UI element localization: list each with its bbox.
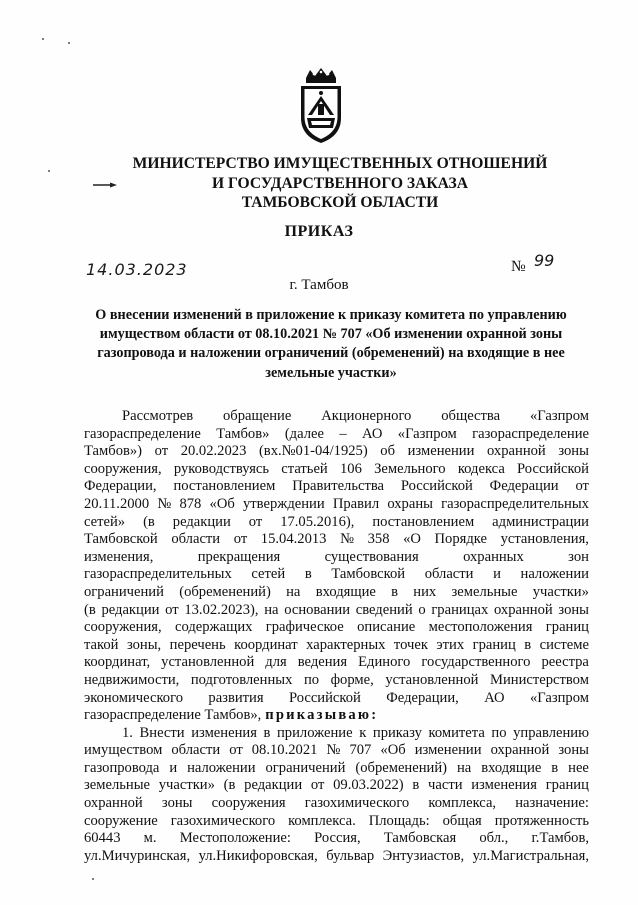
word: администрации [492, 513, 589, 530]
word: области [171, 531, 221, 548]
decree-word: приказываю: [265, 707, 379, 724]
word: общая [442, 812, 482, 829]
word: перечень [169, 636, 226, 653]
handwritten-date: 14.03.2023 [86, 260, 188, 279]
word: имуществом [84, 742, 163, 759]
word: Тамбов») [84, 443, 143, 460]
word: Россия, [314, 830, 361, 847]
word: области [424, 566, 474, 583]
word: (обременений) [179, 583, 271, 600]
word: нее [568, 759, 589, 776]
word: в [391, 583, 399, 600]
word: бульвар [326, 847, 375, 864]
text-line [84, 408, 589, 426]
subject-line: земельные участки» [265, 364, 397, 381]
word: от [229, 742, 243, 759]
word: местоположения [428, 619, 533, 636]
word: сооружения, [84, 619, 162, 636]
word: комплекса, [428, 795, 497, 812]
word: «О [403, 531, 421, 548]
word: границ [472, 636, 516, 653]
word: участки» [532, 583, 589, 600]
word: описание [357, 619, 416, 636]
text-line [84, 637, 589, 655]
word: Российской [517, 460, 589, 477]
word: газораспределение [84, 425, 201, 442]
word: установленной [161, 654, 255, 671]
word: 358 [367, 531, 390, 548]
word: Тамбов» [216, 425, 270, 442]
word: зоны [161, 795, 193, 812]
word: Тамбовской [84, 531, 158, 548]
word: области [171, 742, 221, 759]
word: от [154, 443, 169, 460]
word: 878 [179, 495, 202, 512]
word: сооружение [84, 812, 158, 829]
word: границ [545, 777, 589, 794]
word: 1. [122, 724, 133, 741]
word: постановлением [173, 478, 276, 495]
text-line [84, 830, 589, 848]
word: Земельного [374, 460, 446, 477]
word: АО [362, 425, 383, 442]
word: № [340, 531, 354, 548]
word: охранной [84, 795, 143, 812]
text-line [84, 742, 589, 760]
word: наложении [520, 566, 589, 583]
word: комитета [428, 724, 485, 741]
word: границах [431, 601, 489, 618]
word: утверждении [242, 495, 325, 512]
word: обл., [479, 830, 509, 847]
word: «Газпром [529, 408, 589, 424]
word: г.Тамбов, [531, 830, 589, 847]
word: Порядке [434, 531, 487, 548]
word: для [265, 654, 287, 671]
text-line [84, 813, 589, 831]
text-line [84, 690, 589, 708]
word: земельные [84, 777, 150, 794]
word: Правительства [292, 478, 385, 495]
text-line [84, 566, 589, 584]
word: в [551, 759, 559, 776]
word: основании [284, 601, 351, 618]
word: сетей [251, 566, 286, 583]
word: сооружения [211, 795, 286, 812]
word: сведений [355, 601, 413, 618]
ministry-line: ТАМБОВСКОЙ ОБЛАСТИ [241, 194, 439, 211]
word: границ [545, 619, 589, 636]
text-line [84, 602, 589, 620]
word: входящие [315, 583, 376, 600]
word: кодекса [457, 460, 505, 477]
word: газораспределительных [84, 566, 232, 583]
word: Акционерного [321, 408, 412, 424]
word: «Об [209, 495, 235, 512]
text-line [84, 777, 589, 795]
word: сетей» [84, 513, 126, 530]
order-body [84, 408, 589, 865]
word: «Об [380, 742, 406, 759]
word: системе [539, 636, 589, 653]
word: охраны [387, 495, 433, 512]
word: ул.Мичуринская, [84, 847, 191, 864]
word: форме, [330, 671, 374, 688]
handwritten-number: 99 [534, 251, 555, 270]
word: охранной [493, 601, 553, 618]
word: руководствуясь [173, 460, 270, 477]
text-line [84, 514, 589, 532]
text-line [84, 619, 589, 637]
word: зоны [558, 742, 589, 759]
word: постановлением [372, 513, 475, 530]
word: наложении [187, 759, 256, 776]
word: газораспределительных [441, 495, 589, 512]
word: изменения [191, 724, 257, 741]
text-line [84, 443, 589, 461]
word: участки» [158, 777, 215, 794]
word: в [412, 777, 420, 794]
word: 707 [349, 742, 372, 759]
text-line [84, 496, 589, 514]
word: № [326, 742, 341, 759]
word: комплекса. [288, 812, 356, 829]
word: (обременений) [355, 759, 448, 776]
word: газораспределение [472, 425, 589, 442]
text-line [84, 707, 589, 725]
word: от [233, 531, 248, 548]
arrow-mark-icon [92, 182, 118, 188]
text-line [84, 795, 589, 813]
word: (вх.№01-04/1925) [258, 443, 368, 460]
word: изменения [471, 777, 537, 794]
city: г. Тамбов [289, 277, 349, 293]
word: изменения, [84, 548, 154, 565]
subject-line: газопровода и наложении ограничений (обременений) на входящие в нее [97, 345, 565, 362]
text-line [84, 426, 589, 444]
word: охранной [490, 742, 550, 759]
word: общества [441, 408, 501, 424]
preamble-closing: газораспределение Тамбов», [84, 707, 262, 724]
word: назначение: [515, 795, 589, 812]
text-line [84, 760, 589, 778]
word: содержащих [174, 619, 253, 636]
word: (в [143, 513, 155, 530]
word: 20.02.2023 [180, 443, 247, 460]
word: графическое [265, 619, 344, 636]
word: м. [143, 830, 157, 847]
word: части [428, 777, 463, 794]
subject-line: имуществом области от 08.10.2021 № 707 «Об изменении охранной зоны [99, 326, 563, 343]
document-type: ПРИКАЗ [284, 223, 354, 240]
text-line [84, 672, 589, 690]
word: прекращения [197, 548, 281, 565]
word: экономического [84, 689, 184, 706]
word: охранной [487, 443, 546, 460]
word: Внести [139, 724, 185, 741]
text-line [84, 654, 589, 672]
word: 15.04.2013 [260, 531, 327, 548]
text-line [84, 848, 589, 866]
word: на [456, 759, 472, 776]
word: Местоположение: [179, 830, 291, 847]
word: на [286, 583, 301, 600]
word: Рассмотрев [122, 408, 194, 424]
word: Энтузиастов, [382, 847, 465, 864]
word: 13.02.2023), [184, 601, 259, 618]
word: Тамбовская [383, 830, 457, 847]
word: Министерством [490, 671, 589, 688]
word: по [303, 671, 320, 688]
word: о [418, 601, 426, 618]
number-label: № [511, 258, 526, 275]
word: обращение [223, 408, 292, 424]
word: Федерации, [386, 689, 459, 706]
word: редакции [172, 513, 231, 530]
word: (в [84, 601, 96, 618]
word: точек [393, 636, 428, 653]
word: 08.10.2021 [251, 742, 318, 759]
word: и [169, 759, 178, 776]
word: 20.11.2000 [84, 495, 150, 512]
word: 60443 [84, 830, 121, 847]
word: от [248, 513, 263, 530]
word: Российской [288, 689, 361, 706]
word: зоны [558, 601, 589, 618]
tambov-coat-of-arms-icon [296, 66, 346, 144]
word: ограничений [265, 759, 346, 776]
word: на [264, 601, 279, 618]
word: земельные [451, 583, 518, 600]
word: Площадь: [368, 812, 430, 829]
word: недвижимости, [84, 671, 180, 688]
word: ул.Никифоровская, [198, 847, 318, 864]
word: газопровода [84, 759, 160, 776]
word: государственного [421, 654, 531, 671]
word: 09.03.2022) [333, 777, 404, 794]
word: Единого [358, 654, 411, 671]
word: Федерации, [84, 478, 157, 495]
word: приказу [372, 724, 422, 741]
word: существования [324, 548, 419, 565]
word: ул.Магистральная, [472, 847, 589, 864]
word: об [380, 443, 396, 460]
word: 106 [339, 460, 362, 477]
word: этих [436, 636, 465, 653]
word: в [263, 724, 271, 741]
word: зоны, [126, 636, 162, 653]
clause-1 [84, 725, 589, 866]
word: Правил [332, 495, 380, 512]
word: зон [568, 548, 589, 565]
word: управлению [513, 724, 589, 741]
preamble [84, 408, 589, 707]
word: протяженность [494, 812, 589, 829]
text-line [84, 531, 589, 549]
ministry-line: МИНИСТЕРСТВО ИМУЩЕСТВЕННЫХ ОТНОШЕНИЙ [132, 155, 548, 172]
text-line [84, 725, 589, 743]
word: «Газпром [529, 689, 589, 706]
word: от [165, 601, 179, 618]
word: сооружения, [84, 460, 162, 477]
text-line [84, 584, 589, 602]
word: газохимического [170, 812, 276, 829]
word: статьей [281, 460, 328, 477]
word: АО [484, 689, 505, 706]
word: характерных [306, 636, 386, 653]
word: Федерации [489, 478, 559, 495]
scan-speck [68, 42, 70, 44]
text-line [84, 549, 589, 567]
word: приложение [277, 724, 353, 741]
word: в [524, 636, 532, 653]
word: охранных [463, 548, 524, 565]
word: подготовленных [190, 671, 293, 688]
word: «Газпром [397, 425, 457, 442]
word: в [304, 566, 312, 583]
word: установления, [500, 531, 589, 548]
word: ведения [297, 654, 348, 671]
subject-line: О внесении изменений в приложение к приказу комитета по управлению [95, 307, 567, 323]
ministry-name [40, 154, 638, 213]
word: развития [208, 689, 264, 706]
word: от [575, 478, 589, 495]
word: зоны [558, 443, 589, 460]
ministry-line: И ГОСУДАРСТВЕННОГО ЗАКАЗА [211, 174, 469, 192]
word: Российской [400, 478, 473, 495]
scan-speck [42, 38, 44, 40]
word: Тамбовской [331, 566, 406, 583]
word: и [493, 566, 501, 583]
word: них [413, 583, 437, 600]
word: редакции [101, 601, 160, 618]
word: (в [223, 777, 236, 794]
word: такой [84, 636, 119, 653]
word: 17.05.2016), [280, 513, 355, 530]
text-line [84, 478, 589, 496]
order-subject [66, 306, 596, 383]
word: установленной [385, 671, 479, 688]
word: (далее [284, 425, 324, 442]
scan-speck [92, 878, 94, 880]
word: к [359, 724, 367, 741]
text-line [84, 461, 589, 479]
word: газохимического [304, 795, 410, 812]
word: изменении [407, 443, 475, 460]
word: входящие [481, 759, 542, 776]
word: координат [234, 636, 298, 653]
word: реестра [541, 654, 589, 671]
word: по [491, 724, 507, 741]
word: координат, [84, 654, 151, 671]
word: от [310, 777, 325, 794]
word: – [339, 425, 347, 442]
word: ограничений [84, 583, 164, 600]
word: редакции [244, 777, 303, 794]
word: № [157, 495, 172, 512]
word: изменении [414, 742, 482, 759]
